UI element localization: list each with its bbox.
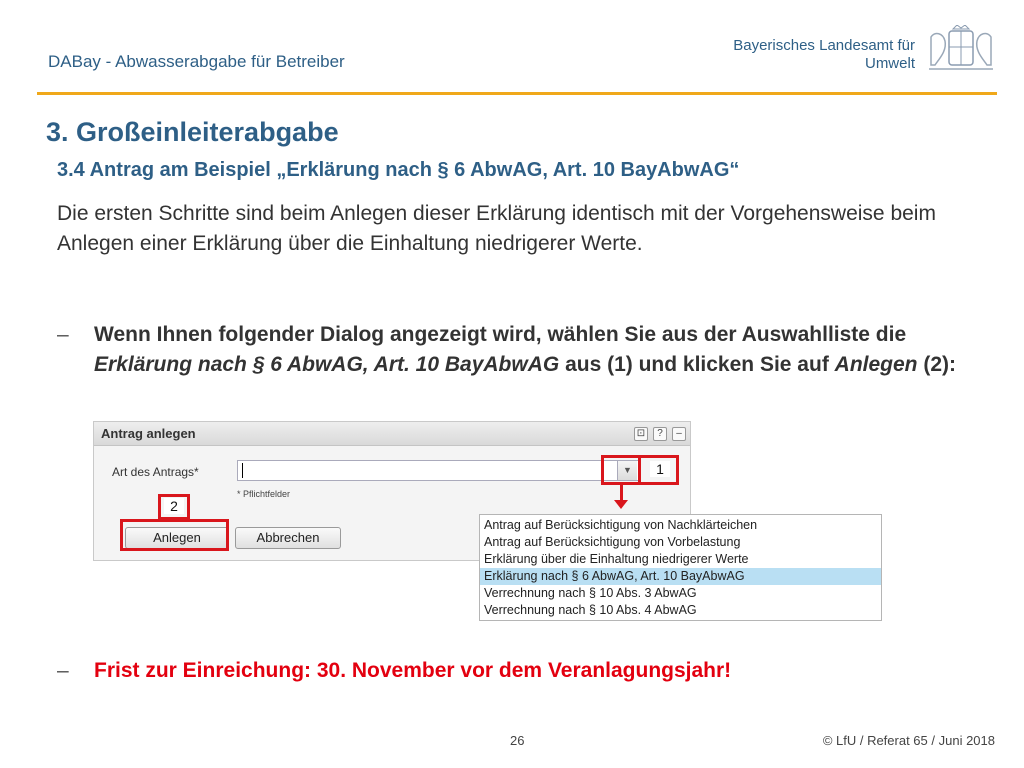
instruction-part2: aus (1) und klicken Sie auf (559, 353, 835, 376)
bullet-dash: – (57, 323, 69, 346)
chevron-down-icon[interactable]: ▼ (617, 461, 637, 480)
text-caret (242, 463, 243, 478)
dialog-title: Antrag anlegen (101, 426, 196, 441)
application-type-dropdown-list[interactable] (479, 514, 882, 621)
dropdown-option[interactable]: Antrag auf Berücksichtigung von Nachklärteichen (484, 518, 758, 532)
intro-paragraph: Die ersten Schritte sind beim Anlegen dieser Erklärung identisch mit der Vorgehensweise beim Anlegen einer Erklärung über die Einhaltung niedrigerer Werte. (57, 202, 936, 255)
create-button-highlight (120, 519, 229, 551)
dropdown-option[interactable]: Erklärung über die Einhaltung niedrigerer Werte (484, 552, 749, 566)
organization-name-line1: Bayerisches Landesamt für (733, 37, 915, 54)
application-type-combobox[interactable] (237, 460, 639, 481)
step-marker-2: 2 (164, 498, 184, 514)
instruction-part1: Wenn Ihnen folgender Dialog angezeigt wird, wählen Sie aus der Auswahlliste die (94, 323, 907, 346)
print-icon[interactable]: ⊡ (634, 427, 648, 441)
instruction-text (94, 320, 987, 380)
deadline-bullet (57, 656, 987, 686)
page-number: 26 (510, 733, 525, 748)
organization-name (733, 37, 915, 73)
dialog-titlebar (94, 422, 690, 446)
arrow-shaft (620, 485, 623, 501)
deadline-text: Frist zur Einreichung: 30. November vor dem Veranlagungsjahr! (94, 659, 732, 682)
presentation-header-title: DABay - Abwasserabgabe für Betreiber (48, 52, 345, 71)
minimize-icon[interactable]: – (672, 427, 686, 441)
dropdown-option-selected[interactable]: Erklärung nach § 6 AbwAG, Art. 10 BayAbwAG (480, 568, 881, 585)
header-divider (37, 92, 997, 95)
slide-subtitle: 3.4 Antrag am Beispiel „Erklärung nach § 6 AbwAG, Art. 10 BayAbwAG“ (57, 159, 740, 181)
organization-name-line2: Umwelt (864, 55, 915, 72)
dropdown-button-highlight (601, 455, 641, 485)
cancel-button[interactable]: Abbrechen (235, 527, 341, 549)
instruction-emphasis-create: Anlegen (834, 353, 918, 376)
footer-copyright: © LfU / Referat 65 / Juni 2018 (822, 733, 995, 748)
required-fields-note: * Pflichtfelder (237, 489, 291, 499)
help-icon[interactable]: ? (653, 427, 667, 441)
instruction-bullet (57, 320, 987, 380)
step-marker-1: 1 (650, 461, 670, 477)
arrow-down-icon (614, 500, 628, 509)
dropdown-option[interactable]: Verrechnung nach § 10 Abs. 4 AbwAG (484, 603, 697, 617)
create-button[interactable]: Anlegen (125, 527, 229, 549)
application-type-label: Art des Antrags* (112, 465, 199, 479)
dropdown-option[interactable]: Antrag auf Berücksichtigung von Vorbelastung (484, 535, 741, 549)
bullet-dash: – (57, 659, 69, 682)
bavarian-crest-logo (925, 25, 997, 73)
slide-title: 3. Großeinleiterabgabe (46, 117, 339, 147)
instruction-emphasis-declaration: Erklärung nach § 6 AbwAG, Art. 10 BayAbwAG (94, 353, 560, 376)
instruction-part3: (2): (917, 353, 956, 376)
dropdown-option[interactable]: Verrechnung nach § 10 Abs. 3 AbwAG (484, 586, 697, 600)
